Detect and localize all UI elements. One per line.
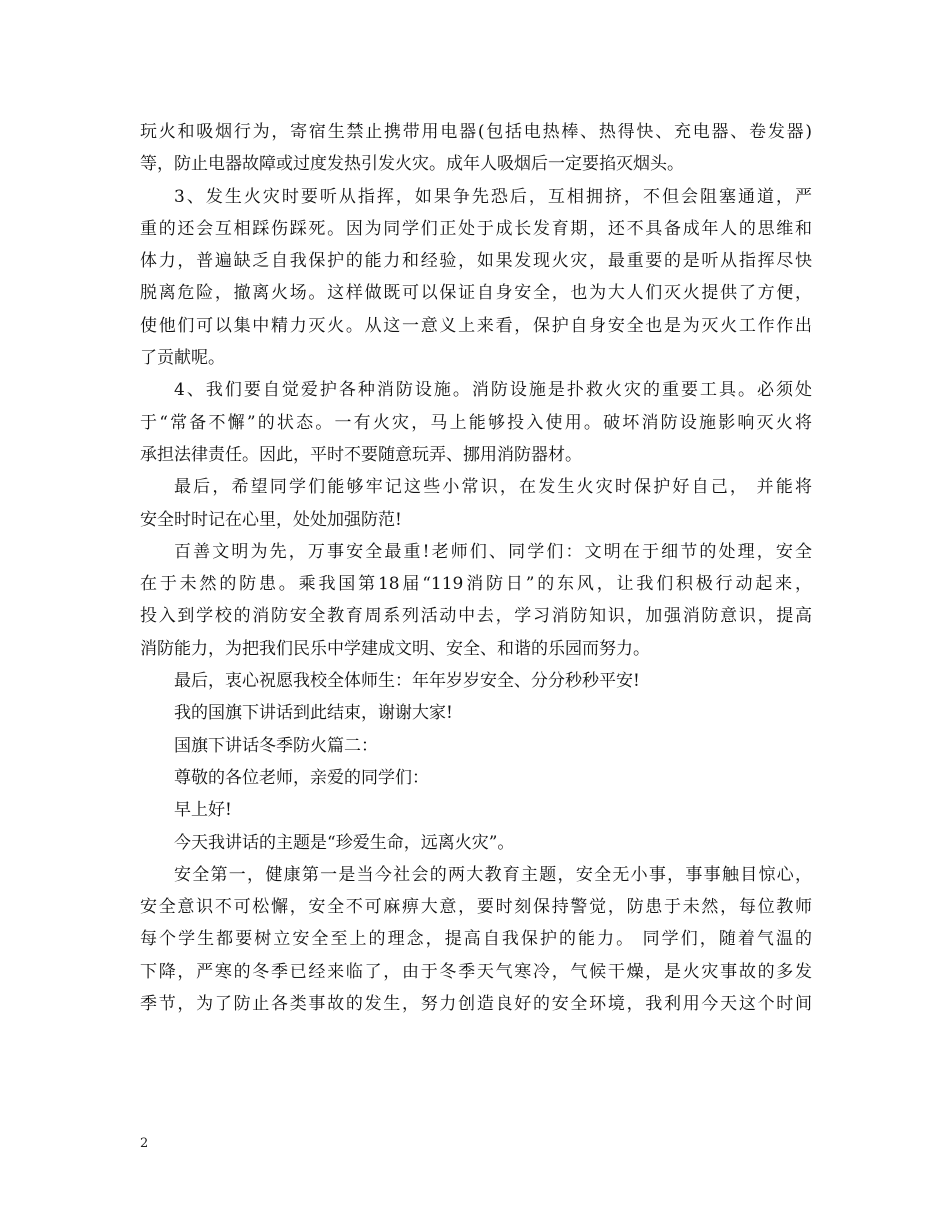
text-line: 国旗下讲话冬季防火篇二： bbox=[174, 735, 378, 756]
page-number: 2 bbox=[140, 1136, 149, 1151]
text-line: 4、我们要自觉爱护各种消防设施。消防设施是扑救火灾的重要工具。必须处 bbox=[174, 380, 812, 401]
text-line: 最后，衷心祝愿我校全体师生：年年岁岁安全、分分秒秒平安! bbox=[174, 671, 640, 692]
text-line: 承担法律责任。因此，平时不要随意玩弄、挪用消防器材。 bbox=[140, 444, 582, 465]
text-line: 使他们可以集中精力灭火。从这一意义上来看，保护自身安全也是为灭火工作作出 bbox=[140, 315, 812, 336]
text-line: 安全第一，健康第一是当今社会的两大教育主题，安全无小事，事事触目惊心， bbox=[174, 864, 812, 885]
text-line: 消防能力，为把我们民乐中学建成文明、安全、和谐的乐园而努力。 bbox=[140, 638, 650, 659]
text-line: 脱离危险，撤离火场。这样做既可以保证自身安全，也为大人们灭火提供了方便， bbox=[140, 283, 812, 304]
text-line: 安全意识不可松懈，安全不可麻痹大意，要时刻保持警觉，防患于未然，每位教师 bbox=[140, 897, 812, 918]
text-line: 每个学生都要树立安全至上的理念，提高自我保护的能力。 同学们，随着气温的 bbox=[140, 929, 812, 950]
body-text bbox=[140, 116, 812, 1020]
text-line: 等，防止电器故障或过度发热引发火灾。成年人吸烟后一定要掐灭烟头。 bbox=[140, 154, 684, 175]
text-line: 早上好! bbox=[174, 800, 232, 821]
text-line: 在于未然的防患。乘我国第18届“119消防日”的东风，让我们积极行动起来， bbox=[140, 574, 812, 595]
text-line: 投入到学校的消防安全教育周系列活动中去，学习消防知识，加强消防意识，提高 bbox=[140, 606, 812, 627]
text-line: 3、发生火灾时要听从指挥，如果争先恐后，互相拥挤，不但会阻塞通道，严 bbox=[174, 186, 812, 207]
text-line: 我的国旗下讲话到此结束，谢谢大家! bbox=[174, 703, 453, 724]
text-line: 重的还会互相踩伤踩死。因为同学们正处于成长发育期，还不具备成年人的思维和 bbox=[140, 218, 812, 239]
text-line: 今天我讲话的主题是“珍爱生命，远离火灾”。 bbox=[174, 832, 515, 853]
text-line: 尊敬的各位老师，亲爱的同学们： bbox=[174, 767, 429, 788]
text-line: 了贡献呢。 bbox=[140, 348, 225, 369]
text-line: 体力，普遍缺乏自我保护的能力和经验，如果发现火灾，最重要的是听从指挥尽快 bbox=[140, 251, 812, 272]
text-line: 玩火和吸烟行为，寄宿生禁止携带用电器(包括电热棒、热得快、充电器、卷发器) bbox=[140, 122, 812, 142]
text-line: 于“常备不懈”的状态。一有火灾，马上能够投入使用。破坏消防设施影响灭火将 bbox=[140, 412, 812, 433]
text-line: 安全时时记在心里，处处加强防范! bbox=[140, 509, 402, 530]
text-line: 百善文明为先，万事安全最重!老师们、同学们：文明在于细节的处理，安全 bbox=[174, 541, 812, 562]
text-line: 季节，为了防止各类事故的发生，努力创造良好的安全环境，我利用今天这个时间 bbox=[140, 994, 812, 1015]
text-line: 下降，严寒的冬季已经来临了，由于冬季天气寒冷，气候干燥，是火灾事故的多发 bbox=[140, 961, 812, 982]
text-line: 最后，希望同学们能够牢记这些小常识，在发生火灾时保护好自己， 并能将 bbox=[174, 477, 812, 498]
